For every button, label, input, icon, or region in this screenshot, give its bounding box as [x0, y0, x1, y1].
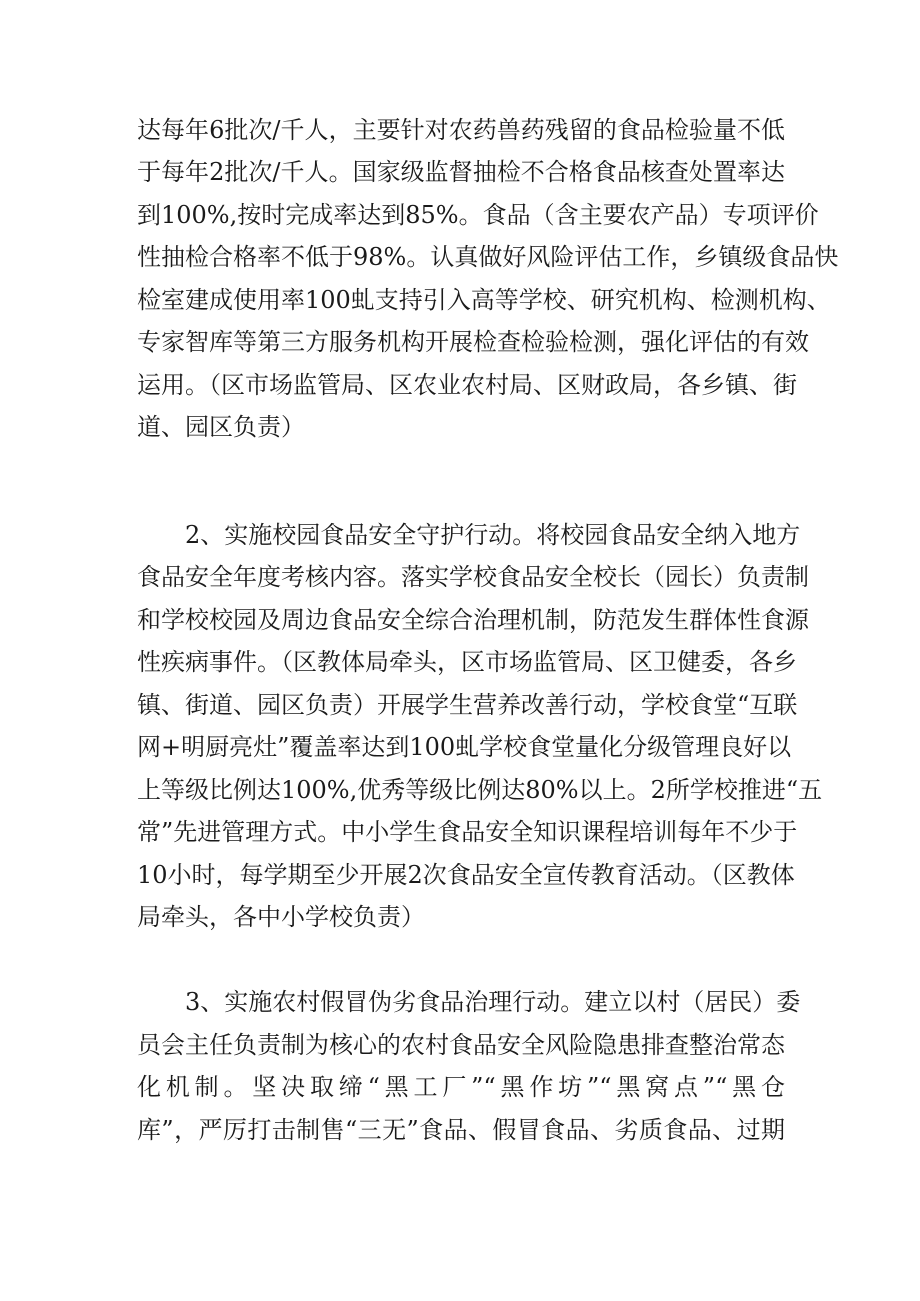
paragraph-line: 食品安全年度考核内容。落实学校食品安全校长（园长）负责制 [137, 563, 809, 591]
paragraph-line: 化机制。坚决取缔“黑工厂”“黑作坊”“黑窝点”“黑仓 [137, 1073, 785, 1101]
paragraph-line: 网+明厨亮灶”覆盖率达到100虬学校食堂量化分级管理良好以 [137, 733, 792, 761]
section-heading-line: 2、实施校园食品安全守护行动。将校园食品安全纳入地方 [185, 521, 801, 549]
paragraph-line: 到100%,按时完成率达到85%。食品（含主要农产品）专项评价 [137, 201, 819, 229]
paragraph-line: 性疾病事件。（区教体局牵头，区市场监管局、区卫健委，各乡 [137, 648, 797, 676]
paragraph-line: 员会主任负责制为核心的农村食品安全风险隐患排查整治常态 [137, 1031, 785, 1059]
paragraph-line: 达每年6批次/千人，主要针对农药兽药残留的食品检验量不低 [137, 116, 785, 144]
section-heading-line: 3、实施农村假冒伪劣食品治理行动。建立以村（居民）委 [185, 988, 801, 1016]
paragraph-line: 专家智库等第三方服务机构开展检查检验检测，强化评估的有效 [137, 328, 809, 356]
paragraph-line: 运用。（区市场监管局、区农业农村局、区财政局，各乡镇、街 [137, 371, 797, 399]
paragraph-line: 上等级比例达100%,优秀等级比例达80%以上。2所学校推进“五 [137, 776, 823, 804]
paragraph-line: 性抽检合格率不低于98%。认真做好风险评估工作，乡镇级食品快 [137, 243, 839, 271]
paragraph-line: 常”先进管理方式。中小学生食品安全知识课程培训每年不少于 [137, 818, 798, 846]
paragraph-line: 库”，严厉打击制售“三无”食品、假冒食品、劣质食品、过期 [137, 1116, 785, 1144]
paragraph-line: 检室建成使用率100虬支持引入高等学校、研究机构、检测机构、 [137, 286, 831, 314]
paragraph-line: 局牵头，各中小学校负责） [137, 903, 425, 931]
paragraph-line: 镇、街道、园区负责）开展学生营养改善行动，学校食堂“互联 [137, 691, 798, 719]
paragraph-line: 于每年2批次/千人。国家级监督抽检不合格食品核查处置率达 [137, 158, 785, 186]
paragraph-line: 和学校校园及周边食品安全综合治理机制，防范发生群体性食源 [137, 606, 809, 634]
paragraph-line: 道、园区负责） [137, 413, 305, 441]
paragraph-line: 10小时，每学期至少开展2次食品安全宣传教育活动。（区教体 [137, 861, 795, 889]
